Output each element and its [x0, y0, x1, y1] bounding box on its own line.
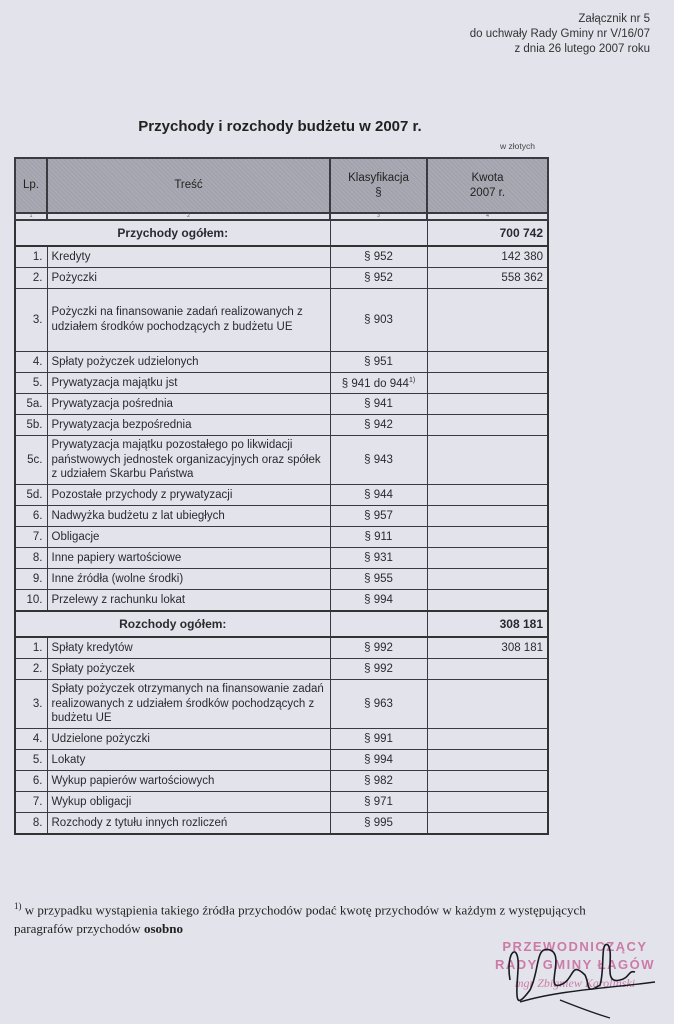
section-total: 308 181: [427, 611, 548, 637]
row-tresc: Kredyty: [47, 246, 330, 268]
table-row: [15, 352, 548, 373]
row-klasyfikacja: § 994: [330, 590, 427, 612]
row-lp: 7.: [15, 792, 47, 813]
section-klas: [330, 611, 427, 637]
col-header-tresc: Treść: [47, 158, 330, 213]
row-kwota: [427, 590, 548, 612]
table-row: [15, 813, 548, 835]
row-klasyfikacja: § 911: [330, 527, 427, 548]
row-lp: 2.: [15, 659, 47, 680]
row-tresc: Nadwyżka budżetu z lat ubiegłych: [47, 506, 330, 527]
row-tresc: Spłaty pożyczek otrzymanych na finansowanie zadań realizowanych z udziałem środków pochodzących z budżetu UE: [47, 680, 330, 729]
table-row: [15, 527, 548, 548]
table-row: [15, 771, 548, 792]
row-kwota: [427, 771, 548, 792]
row-tresc: Wykup obligacji: [47, 792, 330, 813]
row-tresc: Prywatyzacja majątku pozostałego po likwidacji państwowych jednostek organizacyjnych oraz spółek z udziałem Skarbu Państwa: [47, 436, 330, 485]
stamp-title: PRZEWODNICZĄCY: [502, 939, 648, 954]
row-klasyfikacja: § 952: [330, 268, 427, 289]
footnote-ref: 1): [408, 376, 416, 384]
row-kwota: [427, 415, 548, 436]
row-tresc: Pożyczki: [47, 268, 330, 289]
row-klasyfikacja: § 903: [330, 289, 427, 352]
attachment-number: Załącznik nr 5: [578, 13, 650, 25]
column-number-row: [15, 213, 548, 220]
przychody-total-row: [15, 220, 548, 246]
row-tresc: Spłaty pożyczek udzielonych: [47, 352, 330, 373]
rozchody-total-row: [15, 611, 548, 637]
row-lp: 2.: [15, 268, 47, 289]
table-row: [15, 506, 548, 527]
col-header-klasyfikacja: Klasyfikacja §: [330, 158, 427, 213]
table-header-row: [15, 158, 548, 213]
resolution-date: z dnia 26 lutego 2007 roku: [514, 43, 650, 55]
row-lp: 6.: [15, 506, 47, 527]
row-klasyfikacja: § 952: [330, 246, 427, 268]
section-label: Rozchody ogółem:: [15, 611, 330, 637]
row-kwota: 142 380: [427, 246, 548, 268]
table-row: [15, 394, 548, 415]
row-kwota: [427, 436, 548, 485]
section-klas: [330, 220, 427, 246]
row-klasyfikacja: § 971: [330, 792, 427, 813]
row-tresc: Spłaty kredytów: [47, 637, 330, 659]
row-tresc: Obligacje: [47, 527, 330, 548]
table-row: [15, 289, 548, 352]
handwritten-signature: [490, 930, 660, 1020]
row-klasyfikacja: § 957: [330, 506, 427, 527]
row-lp: 3.: [15, 680, 47, 729]
row-lp: 9.: [15, 569, 47, 590]
table-row: [15, 659, 548, 680]
row-klasyfikacja: § 951: [330, 352, 427, 373]
section-total: 700 742: [427, 220, 548, 246]
row-kwota: [427, 813, 548, 835]
row-klasyfikacja: § 963: [330, 680, 427, 729]
col-number: 1: [15, 213, 47, 220]
footnote-bold: osobno: [143, 921, 183, 937]
row-lp: 4.: [15, 729, 47, 750]
row-kwota: [427, 373, 548, 394]
budget-table: [14, 157, 549, 835]
section-label: Przychody ogółem:: [15, 220, 330, 246]
row-lp: 5b.: [15, 415, 47, 436]
row-tresc: Wykup papierów wartościowych: [47, 771, 330, 792]
table-row: [15, 792, 548, 813]
row-kwota: [427, 569, 548, 590]
row-kwota: [427, 352, 548, 373]
row-klasyfikacja: § 982: [330, 771, 427, 792]
row-kwota: 308 181: [427, 637, 548, 659]
table-row: [15, 268, 548, 289]
row-lp: 5d.: [15, 485, 47, 506]
footnote-marker: 1): [14, 901, 22, 911]
row-klasyfikacja: § 955: [330, 569, 427, 590]
resolution-ref: do uchwały Rady Gminy nr V/16/07: [469, 28, 650, 40]
row-klasyfikacja: § 943: [330, 436, 427, 485]
row-kwota: 558 362: [427, 268, 548, 289]
row-kwota: [427, 485, 548, 506]
col-header-lp: Lp.: [15, 158, 47, 213]
row-lp: 10.: [15, 590, 47, 612]
row-tresc: Prywatyzacja pośrednia: [47, 394, 330, 415]
table-row: [15, 485, 548, 506]
row-lp: 5c.: [15, 436, 47, 485]
row-klasyfikacja: § 991: [330, 729, 427, 750]
row-kwota: [427, 289, 548, 352]
row-klasyfikacja: § 941 do 944$^{1)}$: [330, 373, 427, 394]
row-klasyfikacja: § 941: [330, 394, 427, 415]
row-kwota: [427, 750, 548, 771]
row-lp: 8.: [15, 548, 47, 569]
row-lp: 5.: [15, 750, 47, 771]
row-klasyfikacja: § 931: [330, 548, 427, 569]
row-klasyfikacja: § 994: [330, 750, 427, 771]
row-kwota: [427, 659, 548, 680]
row-lp: 4.: [15, 352, 47, 373]
col-number: 4: [427, 213, 548, 220]
table-row: [15, 548, 548, 569]
row-tresc: Inne papiery wartościowe: [47, 548, 330, 569]
row-kwota: [427, 792, 548, 813]
table-row: [15, 680, 548, 729]
table-row: [15, 436, 548, 485]
col-number: 2: [47, 213, 330, 220]
stamp-council: RADY GMINY ŁAGÓW: [494, 957, 656, 972]
row-lp: 3.: [15, 289, 47, 352]
stamp-signatory: mgr Zbigniew Karolinski: [514, 976, 636, 990]
row-lp: 5.: [15, 373, 47, 394]
row-kwota: [427, 548, 548, 569]
document-title: Przychody i rozchody budżetu w 2007 r.: [138, 118, 422, 135]
row-klasyfikacja: § 995: [330, 813, 427, 835]
row-lp: 5a.: [15, 394, 47, 415]
row-tresc: Pozostałe przychody z prywatyzacji: [47, 485, 330, 506]
row-tresc: Spłaty pożyczek: [47, 659, 330, 680]
row-tresc: Inne źródła (wolne środki): [47, 569, 330, 590]
table-row: [15, 373, 548, 394]
row-tresc: Prywatyzacja bezpośrednia: [47, 415, 330, 436]
row-kwota: [427, 527, 548, 548]
row-tresc: Prywatyzacja majątku jst: [47, 373, 330, 394]
row-klasyfikacja: § 992: [330, 637, 427, 659]
row-tresc: Lokaty: [47, 750, 330, 771]
row-lp: 6.: [15, 771, 47, 792]
row-kwota: [427, 506, 548, 527]
table-row: [15, 590, 548, 612]
row-kwota: [427, 680, 548, 729]
row-klasyfikacja: § 942: [330, 415, 427, 436]
row-lp: 8.: [15, 813, 47, 835]
table-row: [15, 750, 548, 771]
table-row: [15, 637, 548, 659]
row-lp: 1.: [15, 637, 47, 659]
table-row: [15, 415, 548, 436]
row-tresc: Przelewy z rachunku lokat: [47, 590, 330, 612]
table-row: [15, 569, 548, 590]
row-klasyfikacja: § 992: [330, 659, 427, 680]
row-kwota: [427, 394, 548, 415]
row-tresc: Pożyczki na finansowanie zadań realizowanych z udziałem środków pochodzących z budżetu UE: [47, 289, 330, 352]
row-tresc: Udzielone pożyczki: [47, 729, 330, 750]
table-row: [15, 729, 548, 750]
row-klasyfikacja: § 944: [330, 485, 427, 506]
row-lp: 7.: [15, 527, 47, 548]
footnote-text: w przypadku wystąpienia takiego źródła przychodów podać kwotę przychodów w każdym z występujących paragrafów przychodów: [14, 902, 586, 937]
row-lp: 1.: [15, 246, 47, 268]
currency-unit: w złotych: [500, 141, 535, 151]
col-number: 3: [330, 213, 427, 220]
row-tresc: Rozchody z tytułu innych rozliczeń: [47, 813, 330, 835]
table-row: [15, 246, 548, 268]
row-kwota: [427, 729, 548, 750]
attachment-header: [470, 12, 650, 57]
col-header-kwota: Kwota 2007 r.: [427, 158, 548, 213]
